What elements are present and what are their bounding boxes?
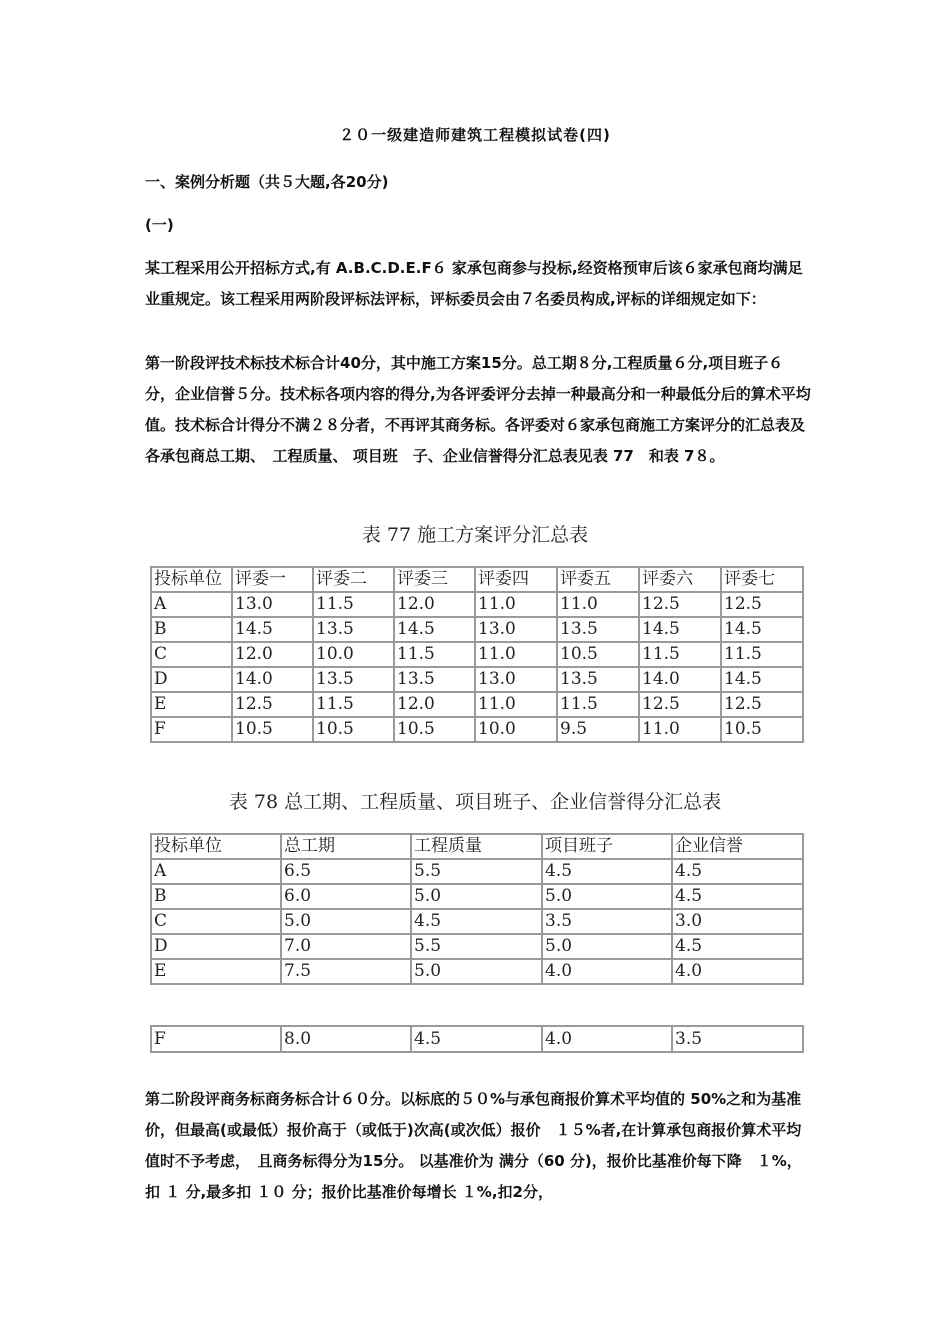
table-cell: 11.5 xyxy=(313,692,394,717)
table-cell: 3.5 xyxy=(672,1026,803,1052)
table-cell: 工程质量 xyxy=(411,834,542,859)
table-row xyxy=(151,884,803,909)
table-row xyxy=(151,717,803,742)
table-cell: 12.5 xyxy=(721,592,803,617)
table-cell: 5.0 xyxy=(411,959,542,984)
table-cell: 4.0 xyxy=(542,1026,672,1052)
table-cell: 14.5 xyxy=(721,667,803,692)
table-cell: 14.5 xyxy=(394,617,475,642)
table-cell: 4.5 xyxy=(542,859,672,884)
table-row xyxy=(151,909,803,934)
table-cell: 5.5 xyxy=(411,859,542,884)
table-cell: 评委五 xyxy=(557,567,639,592)
table-cell: 7.0 xyxy=(281,934,411,959)
table-cell: D xyxy=(151,934,281,959)
table-cell: 企业信誉 xyxy=(672,834,803,859)
table-row xyxy=(151,617,803,642)
table-cell: 13.0 xyxy=(475,617,557,642)
table-row xyxy=(151,692,803,717)
table-row xyxy=(151,934,803,959)
table-cell: 10.5 xyxy=(394,717,475,742)
table-cell: 投标单位 xyxy=(151,834,281,859)
table-header-row xyxy=(151,567,803,592)
table-cell: 13.5 xyxy=(394,667,475,692)
table-cell: 11.0 xyxy=(557,592,639,617)
table-cell: 11.0 xyxy=(475,692,557,717)
table-cell: 11.0 xyxy=(475,592,557,617)
table-cell: F xyxy=(151,1026,281,1052)
table-cell: 13.5 xyxy=(557,617,639,642)
table-cell: 12.5 xyxy=(232,692,313,717)
table-row xyxy=(151,1026,803,1052)
table-cell: 14.5 xyxy=(639,617,721,642)
table-cell: C xyxy=(151,909,281,934)
table-cell: 13.5 xyxy=(313,667,394,692)
table-header-row xyxy=(151,834,803,859)
table-cell: 投标单位 xyxy=(151,567,232,592)
table-cell: 评委四 xyxy=(475,567,557,592)
table-cell: 10.0 xyxy=(313,642,394,667)
table-cell: 14.5 xyxy=(721,617,803,642)
table-cell: 4.5 xyxy=(672,884,803,909)
table-cell: 10.5 xyxy=(232,717,313,742)
table-row xyxy=(151,959,803,984)
table-cell: 13.0 xyxy=(232,592,313,617)
table-cell: 13.5 xyxy=(313,617,394,642)
rules-paragraph xyxy=(145,348,811,472)
table-cell: 14.0 xyxy=(232,667,313,692)
table-cell: 11.0 xyxy=(475,642,557,667)
table-cell: 11.5 xyxy=(639,642,721,667)
table-cell: 4.5 xyxy=(672,859,803,884)
table78 xyxy=(150,833,804,985)
table-cell: 11.5 xyxy=(721,642,803,667)
table-cell: 评委三 xyxy=(394,567,475,592)
table-cell: 5.0 xyxy=(411,884,542,909)
table77 xyxy=(150,566,804,743)
table-cell: 评委一 xyxy=(232,567,313,592)
table-cell: 10.5 xyxy=(721,717,803,742)
table-cell: 11.5 xyxy=(313,592,394,617)
table-cell: 12.5 xyxy=(639,592,721,617)
section-heading: 一、案例分析题（共５大题,各20分) xyxy=(145,173,389,191)
paragraph-1: 某工程采用公开招标方式,有 A.B.C.D.E.F６ 家承包商参与投标,经资格预审后该６家承包商均满足业重规定。该工程采用两阶段评标法评标，评标委员会由７名委员构成,评标的详细规定如下： xyxy=(145,259,803,308)
table-cell: 评委六 xyxy=(639,567,721,592)
table-cell: B xyxy=(151,617,232,642)
case-number: (一) xyxy=(145,216,174,234)
table-cell: 13.0 xyxy=(475,667,557,692)
table-row xyxy=(151,667,803,692)
table-cell: 4.0 xyxy=(542,959,672,984)
table-cell: 11.5 xyxy=(394,642,475,667)
table-row xyxy=(151,592,803,617)
table-cell: 6.5 xyxy=(281,859,411,884)
table-cell: 10.5 xyxy=(557,642,639,667)
table-cell: 14.0 xyxy=(639,667,721,692)
table-cell: 4.5 xyxy=(411,909,542,934)
table-cell: 5.0 xyxy=(542,934,672,959)
table-cell: 3.0 xyxy=(672,909,803,934)
table-cell: E xyxy=(151,959,281,984)
table-cell: C xyxy=(151,642,232,667)
table-cell: 项目班子 xyxy=(542,834,672,859)
table-cell: 4.0 xyxy=(672,959,803,984)
table-cell: 9.5 xyxy=(557,717,639,742)
table-cell: 8.0 xyxy=(281,1026,411,1052)
paragraph-2: 第一阶段评技术标技术标合计40分，其中施工方案15分。总工期８分,工程质量６分,项目班子６分，企业信誉５分。技术标各项内容的得分,为各评委评分去掉一种最高分和一种最低分后的算术平均值。技术标合计得分不满２８分者，不再评其商务标。各评委对６家承包商施工方案评分的汇总表及各承包商总工期、 工程质量、 项目班 子、企业信誉得分汇总表见表 77 和表 7８。 xyxy=(145,354,811,465)
table-cell: A xyxy=(151,592,232,617)
commercial-paragraph xyxy=(145,1084,811,1208)
intro-paragraph xyxy=(145,253,811,315)
table-cell: 12.0 xyxy=(394,592,475,617)
table-cell: 10.0 xyxy=(475,717,557,742)
table-cell: 12.5 xyxy=(721,692,803,717)
table-cell: 4.5 xyxy=(672,934,803,959)
table-cell: 14.5 xyxy=(232,617,313,642)
table-cell: 11.5 xyxy=(557,692,639,717)
table-cell: F xyxy=(151,717,232,742)
table-cell: 总工期 xyxy=(281,834,411,859)
table-cell: 5.0 xyxy=(542,884,672,909)
table78-caption: 表 78 总工期、工程质量、项目班子、企业信誉得分汇总表 xyxy=(228,791,722,813)
table-row xyxy=(151,859,803,884)
table78-continued xyxy=(150,1025,804,1053)
table77-caption: 表 77 施工方案评分汇总表 xyxy=(361,524,589,546)
table-cell: 3.5 xyxy=(542,909,672,934)
document-title: ２０一级建造师建筑工程模拟试卷(四) xyxy=(339,126,611,144)
table-cell: 5.0 xyxy=(281,909,411,934)
table-cell: 6.0 xyxy=(281,884,411,909)
table-cell: E xyxy=(151,692,232,717)
table-cell: 11.0 xyxy=(639,717,721,742)
table-cell: 12.0 xyxy=(232,642,313,667)
paragraph-3: 第二阶段评商务标商务标合计６０分。以标底的５０%与承包商报价算术平均值的 50%之和为基准价，但最高(或最低）报价高于（或低于)次高(或次低）报价 １５%者,在计算承包商报价算术平均值时不予考虑， 且商务标得分为15分。 以基准价为 满分（60 分)，报价比基准价每下降 １%，扣 １ 分,最多扣 １０ 分；报价比基准价每增长 １%,扣2分， xyxy=(145,1090,802,1201)
table-cell: 13.5 xyxy=(557,667,639,692)
table-cell: B xyxy=(151,884,281,909)
table-cell: D xyxy=(151,667,232,692)
table-cell: 12.0 xyxy=(394,692,475,717)
table-cell: 4.5 xyxy=(411,1026,542,1052)
table-cell: A xyxy=(151,859,281,884)
table-cell: 7.5 xyxy=(281,959,411,984)
table-cell: 12.5 xyxy=(639,692,721,717)
table-cell: 评委七 xyxy=(721,567,803,592)
table-cell: 10.5 xyxy=(313,717,394,742)
table-cell: 评委二 xyxy=(313,567,394,592)
table-row xyxy=(151,642,803,667)
table-cell: 5.5 xyxy=(411,934,542,959)
